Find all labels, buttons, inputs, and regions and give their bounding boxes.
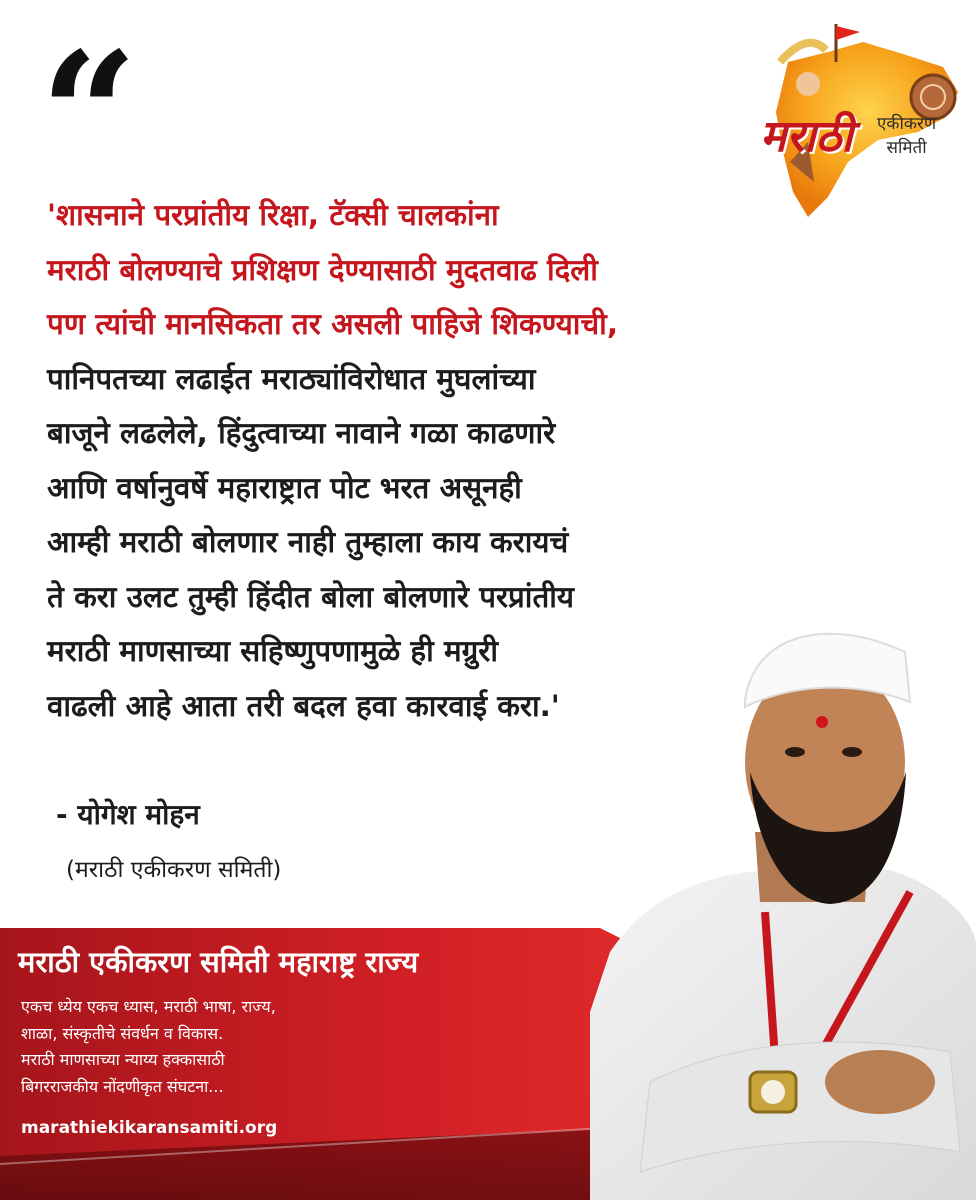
quote-line: मराठी बोलण्याचे प्रशिक्षण देण्यासाठी मुदतवाढ दिली [47,252,598,287]
quote-line: ते करा उलट तुम्ही हिंदीत बोला बोलणारे परप्रांतीय [47,579,575,614]
quote-line: 'शासनाने परप्रांतीय रिक्षा, टॅक्सी चालकांना [47,198,499,232]
author-name: - योगेश मोहन [56,798,200,831]
logo-subtitle-line2: समिती [886,138,927,158]
logo-subtitle-line1: एकीकरण [877,114,937,134]
banner-line: बिगरराजकीय नोंदणीकृत संघटना... [21,1076,224,1096]
author-organization: (मराठी एकीकरण समिती) [66,857,282,883]
banner-line: मराठी माणसाच्या न्याय्य हक्कासाठी [21,1050,225,1069]
quote-mark: “ [40,15,138,215]
quote-line: वाढली आहे आता तरी बदल हवा कारवाई करा.' [47,688,560,723]
banner-title: मराठी एकीकरण समिती महाराष्ट्र राज्य [18,945,419,979]
quote-line: आम्ही मराठी बोलणार नाही तुम्हाला काय करायचं [47,525,569,559]
person-photo [590,612,976,1200]
banner-line: एकच ध्येय एकच ध्यास, मराठी भाषा, राज्य, [21,997,276,1016]
quote-line: पानिपतच्या लढाईत मराठ्यांविरोधात मुघलांच्या [47,361,536,396]
quote-line: आणि वर्षानुवर्षे महाराष्ट्रात पोट भरत असूनही [47,470,522,505]
banner-line: शाळा, संस्कृतीचे संवर्धन व विकास. [21,1023,224,1043]
quote-line: पण त्यांची मानसिकता तर असली पाहिजे शिकण्याची, [47,307,619,341]
quote-line: मराठी माणसाच्या सहिष्णुपणामुळे ही मग्रुरी [47,634,498,668]
quote-line: बाजूने लढलेले, हिंदुत्वाच्या नावाने गळा काढणारे [47,416,556,450]
logo-subtitle [877,112,936,160]
logo-title: मराठी [760,111,853,162]
banner-description [21,994,276,1100]
website-link[interactable]: marathiekikaransamiti.org [21,1118,278,1138]
